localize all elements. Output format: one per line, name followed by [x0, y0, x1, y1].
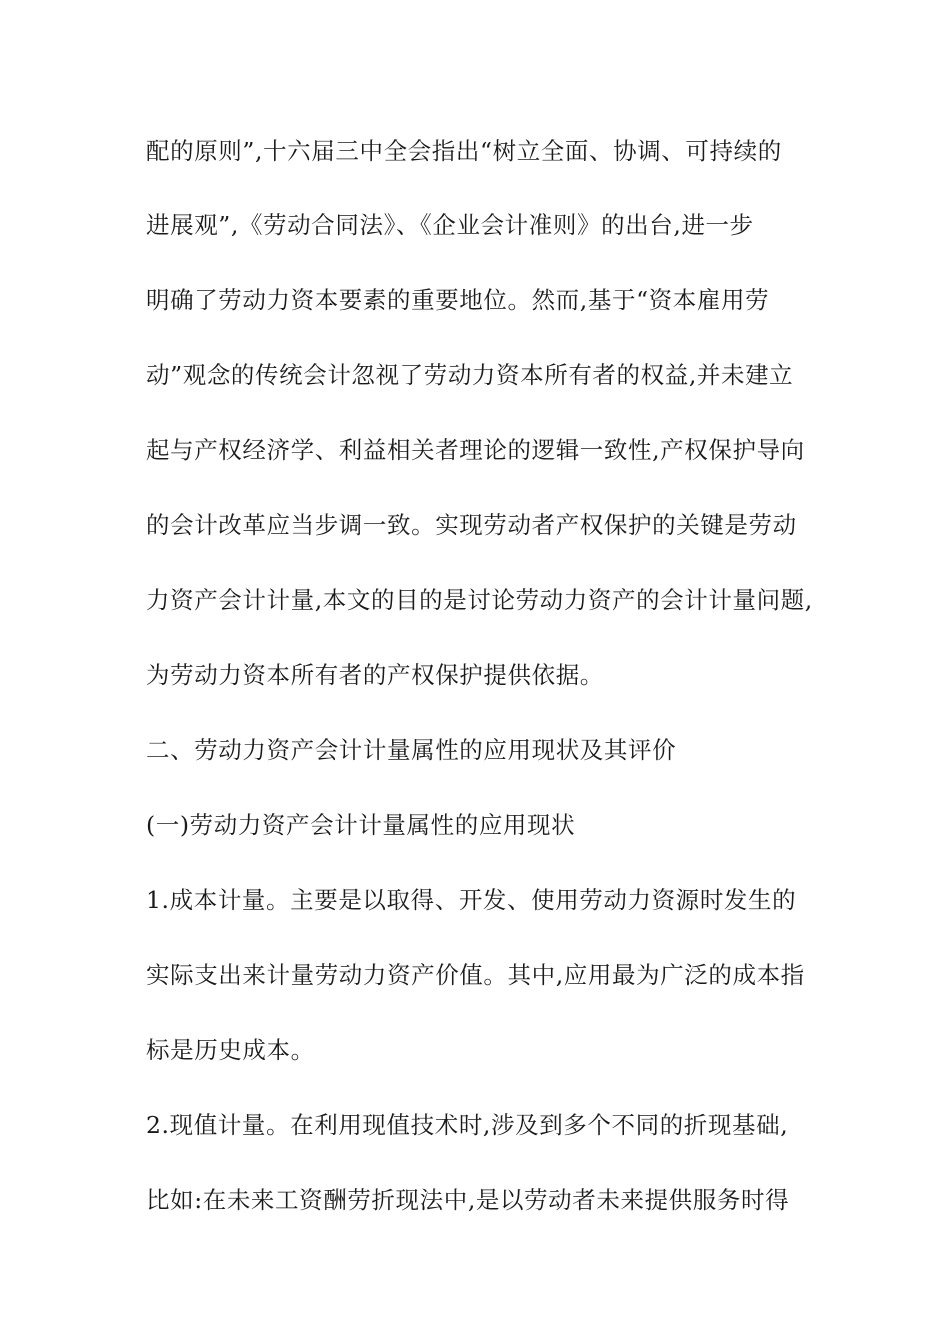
paragraph-line: 标是历史成本。 — [146, 1036, 315, 1064]
paragraph-line: 实际支出来计量劳动力资产价值。其中,应用最为广泛的成本指 — [146, 961, 805, 989]
paragraph-line: 比如:在未来工资酬劳折现法中,是以劳动者未来提供服务时得 — [146, 1186, 790, 1214]
paragraph-line: 明确了劳动力资本要素的重要地位。然而,基于“资本雇用劳 — [146, 286, 770, 314]
paragraph-line: 1.成本计量。主要是以取得、开发、使用劳动力资源时发生的 — [146, 886, 797, 914]
subsection-heading: (一)劳动力资产会计计量属性的应用现状 — [146, 811, 576, 839]
paragraph-line: 2.现值计量。在利用现值技术时,涉及到多个不同的折现基础, — [146, 1111, 789, 1139]
paragraph-line: 起与产权经济学、利益相关者理论的逻辑一致性,产权保护导向 — [146, 436, 805, 464]
paragraph-line: 为劳动力资本所有者的产权保护提供依据。 — [146, 661, 604, 689]
paragraph-line: 配的原则”,十六届三中全会指出“树立全面、协调、可持续的 — [146, 137, 782, 165]
paragraph-line: 的会计改革应当步调一致。实现劳动者产权保护的关键是劳动 — [146, 511, 797, 539]
paragraph-line: 进展观”,《劳动合同法》、《企业会计准则》的出台,进一步 — [146, 211, 754, 239]
paragraph-line: 动”观念的传统会计忽视了劳动力资本所有者的权益,并未建立 — [146, 361, 794, 389]
paragraph-line: 力资产会计计量,本文的目的是讨论劳动力资产的会计计量问题, — [146, 586, 813, 614]
section-heading: 二、劳动力资产会计计量属性的应用现状及其评价 — [146, 736, 677, 764]
